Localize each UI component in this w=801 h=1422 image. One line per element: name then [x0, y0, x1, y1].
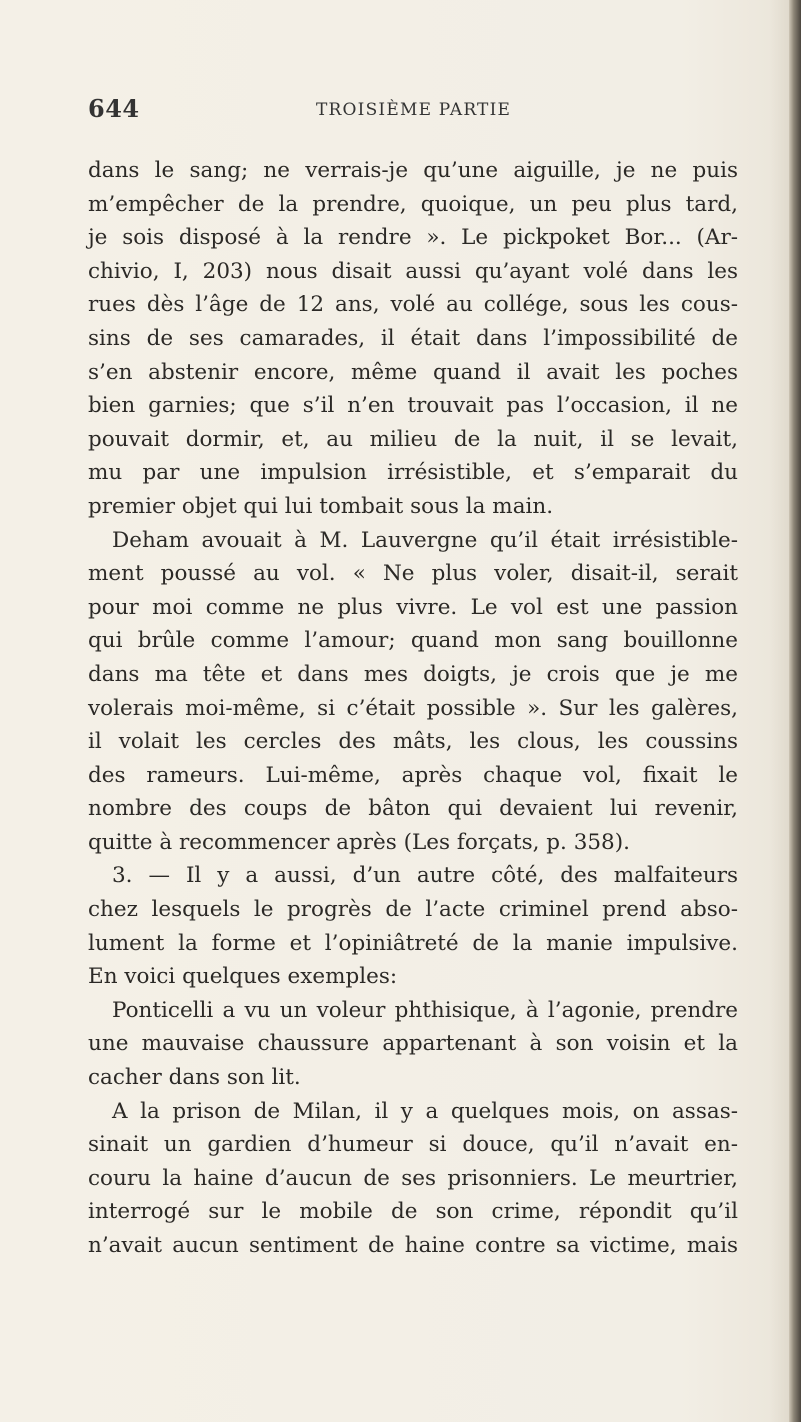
- text-line: dans le sang; ne verrais-je qu’une aiguille, je ne puis: [88, 158, 738, 183]
- text-line: lument la forme et l’opiniâtreté de la manie impulsive.: [88, 930, 738, 956]
- text-line: pour moi comme ne plus vivre. Le vol est une passion: [88, 594, 738, 620]
- text-line: des rameurs. Lui-même, après chaque vol, fixait le: [88, 762, 738, 788]
- text-line: s’en abstenir encore, même quand il avait les poches: [88, 359, 738, 385]
- text-line: Deham avouait à M. Lauvergne qu’il était irrésistible-: [112, 527, 738, 553]
- text-line: rues dès l’âge de 12 ans, volé au collége, sous les cous-: [88, 292, 738, 318]
- book-binding-edge: [789, 0, 801, 1422]
- text-line: A la prison de Milan, il y a quelques mois, on assas-: [112, 1098, 738, 1124]
- text-line: interrogé sur le mobile de son crime, répondit qu’il: [88, 1199, 738, 1225]
- text-line: Ponticelli a vu un voleur phthisique, à l’agonie, prendre: [112, 997, 738, 1023]
- text-line: volerais moi-même, si c’était possible ». Sur les galères,: [88, 695, 738, 721]
- text-line: En voici quelques exemples:: [88, 964, 398, 990]
- text-line: il volait les cercles des mâts, les clous, les coussins: [88, 729, 738, 755]
- text-line: cacher dans son lit.: [88, 1065, 301, 1091]
- text-line: dans ma tête et dans mes doigts, je crois que je me: [88, 661, 738, 687]
- text-line: couru la haine d’aucun de ses prisonniers. Le meurtrier,: [88, 1165, 738, 1191]
- page-header: [88, 94, 728, 134]
- text-line: sins de ses camarades, il était dans l’impossibilité de: [88, 325, 738, 351]
- running-head: TROISIÈME PARTIE: [316, 100, 512, 120]
- text-line: chez lesquels le progrès de l’acte criminel prend abso-: [88, 897, 738, 923]
- text-line: nombre des coups de bâton qui devaient lui revenir,: [88, 796, 738, 822]
- text-line: n’avait aucun sentiment de haine contre sa victime, mais: [88, 1233, 738, 1258]
- text-line: 3. — Il y a aussi, d’un autre côté, des malfaiteurs: [112, 863, 738, 889]
- text-line: quitte à recommencer après (Les forçats, p. 358).: [88, 829, 630, 855]
- text-line: premier objet qui lui tombait sous la main.: [88, 493, 554, 519]
- text-line: une mauvaise chaussure appartenant à son voisin et la: [88, 1031, 738, 1057]
- text-line: je sois disposé à la rendre ». Le pickpoket Bor... (Ar-: [88, 225, 738, 251]
- text-line: chivio, I, 203) nous disait aussi qu’ayant volé dans les: [88, 258, 738, 284]
- text-line: mu par une impulsion irrésistible, et s’emparait du: [88, 460, 738, 486]
- page-number: 644: [88, 94, 140, 123]
- text-line: m’empêcher de la prendre, quoique, un peu plus tard,: [88, 191, 738, 217]
- body-text: [88, 154, 738, 1263]
- text-line: sinait un gardien d’humeur si douce, qu’il n’avait en-: [88, 1132, 738, 1158]
- text-line: pouvait dormir, et, au milieu de la nuit, il se levait,: [88, 426, 738, 452]
- text-line: qui brûle comme l’amour; quand mon sang bouillonne: [88, 628, 738, 654]
- text-line: bien garnies; que s’il n’en trouvait pas l’occasion, il ne: [88, 393, 738, 419]
- text-line: ment poussé au vol. « Ne plus voler, disait-il, serait: [88, 561, 738, 587]
